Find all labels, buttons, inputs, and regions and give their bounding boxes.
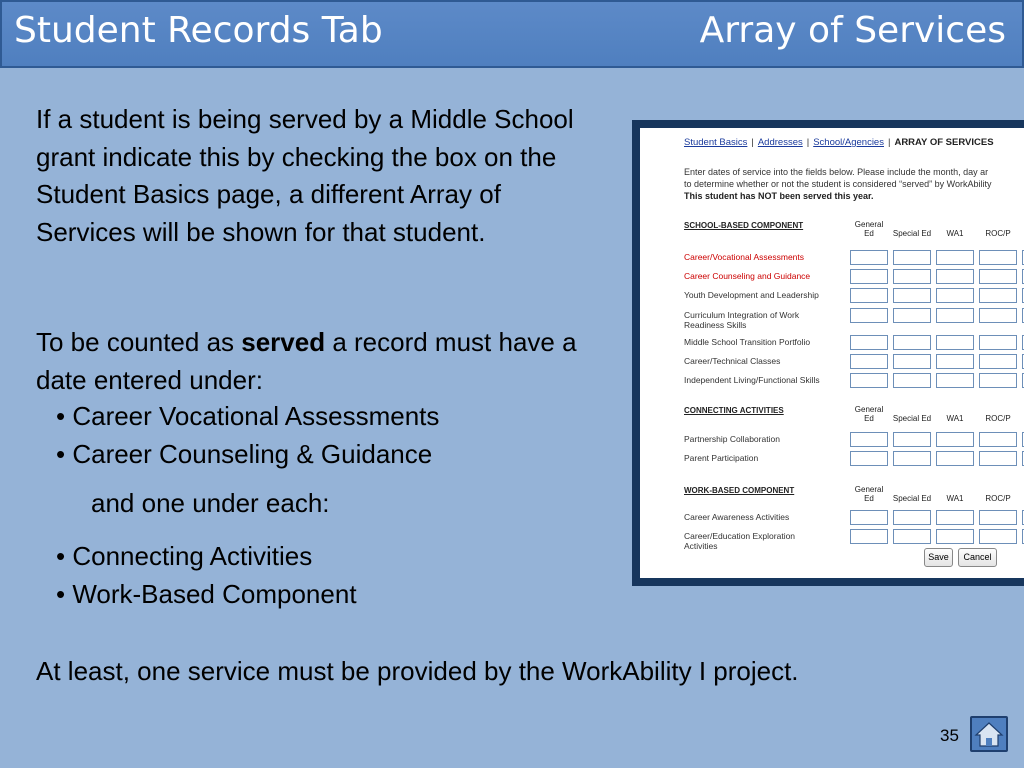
bullet-connecting-activities: • Connecting Activities <box>56 541 313 571</box>
date-input-wa1[interactable] <box>936 308 974 323</box>
date-input-general-ed[interactable] <box>850 335 888 350</box>
page-number: 35 <box>940 726 959 745</box>
column-header-general: General <box>854 485 884 494</box>
column-header-general-ed <box>848 220 890 238</box>
date-input-general-ed[interactable] <box>850 529 888 544</box>
date-input-special-ed[interactable] <box>893 451 931 466</box>
save-button[interactable]: Save <box>924 548 953 567</box>
date-input-wa1[interactable] <box>936 269 974 284</box>
instructions-line-2: to determine whether or not the student is considered “served” by WorkAbility <box>684 179 992 189</box>
date-input-roc-p[interactable] <box>979 269 1017 284</box>
date-input-wa1[interactable] <box>936 335 974 350</box>
date-input-wa1[interactable] <box>936 529 974 544</box>
slide-subtitle: Array of Services <box>699 10 1006 51</box>
date-input-roc-p[interactable] <box>979 354 1017 369</box>
section-title: SCHOOL-BASED COMPONENT <box>684 221 804 230</box>
date-input-special-ed[interactable] <box>893 288 931 303</box>
date-input-special-ed[interactable] <box>893 354 931 369</box>
date-input-wa1[interactable] <box>936 451 974 466</box>
date-input-roc-p[interactable] <box>979 288 1017 303</box>
cancel-button[interactable]: Cancel <box>958 548 997 567</box>
column-header-general-ed <box>848 405 890 423</box>
column-header: Special Ed <box>892 494 932 503</box>
column-header: ROC/P <box>985 229 1011 238</box>
service-row-label: Career Awareness Activities <box>684 512 790 522</box>
array-of-services-screenshot <box>632 120 1024 586</box>
column-header: WA1 <box>946 494 964 503</box>
date-input-special-ed[interactable] <box>893 269 931 284</box>
date-input-general-ed[interactable] <box>850 308 888 323</box>
screenshot-content <box>640 128 1024 578</box>
date-input-general-ed[interactable] <box>850 373 888 388</box>
column-header: WA1 <box>946 414 964 423</box>
column-header-ed: Ed <box>864 414 874 423</box>
date-input-wa1[interactable] <box>936 432 974 447</box>
date-input-special-ed[interactable] <box>893 373 931 388</box>
breadcrumb-addresses[interactable]: Addresses <box>757 137 803 148</box>
date-input-wa1[interactable] <box>936 373 974 388</box>
bullet-career-vocational: • Career Vocational Assessments <box>56 401 440 431</box>
date-input-wa1[interactable] <box>936 354 974 369</box>
slide-title: Student Records Tab <box>14 10 383 51</box>
date-input-wa1[interactable] <box>936 288 974 303</box>
breadcrumb-current: ARRAY OF SERVICES <box>894 137 994 148</box>
date-input-special-ed[interactable] <box>893 432 931 447</box>
section-title: WORK-BASED COMPONENT <box>684 486 795 495</box>
paragraph-served-criteria: To be counted as served a record must have a date entered under: <box>36 327 577 395</box>
column-header: Special Ed <box>892 414 932 423</box>
breadcrumb-separator: | <box>751 137 754 148</box>
column-header: Special Ed <box>892 229 932 238</box>
date-input-roc-p[interactable] <box>979 373 1017 388</box>
date-input-wa1[interactable] <box>936 250 974 265</box>
column-header-ed: Ed <box>864 229 874 238</box>
date-input-roc-p[interactable] <box>979 308 1017 323</box>
column-header-ed: Ed <box>864 494 874 503</box>
service-row-label: Career Counseling and Guidance <box>684 271 811 281</box>
paragraph-middle-school: If a student is being served by a Middle School grant indicate this by checking the box on the Student Basics page, a different Array of Services will be shown for that student. <box>36 104 574 247</box>
breadcrumb-separator: | <box>887 137 891 148</box>
date-input-special-ed[interactable] <box>893 510 931 525</box>
date-input-general-ed[interactable] <box>850 451 888 466</box>
section-title: CONNECTING ACTIVITIES <box>684 406 784 415</box>
breadcrumb-school-agencies[interactable]: School/Agencies <box>813 137 884 148</box>
column-header-general: General <box>854 220 884 229</box>
date-input-special-ed[interactable] <box>893 529 931 544</box>
instructions <box>684 166 991 202</box>
date-input-special-ed[interactable] <box>893 250 931 265</box>
bullet-work-based: • Work-Based Component <box>56 579 357 609</box>
and-one-under-each: and one under each: <box>91 488 330 518</box>
date-input-roc-p[interactable] <box>979 250 1017 265</box>
service-row-label: Career/Technical Classes <box>684 356 781 366</box>
breadcrumb <box>684 137 994 148</box>
date-input-roc-p[interactable] <box>979 432 1017 447</box>
breadcrumb-student-basics[interactable]: Student Basics <box>684 137 748 148</box>
service-row-label: Career/Vocational Assessments <box>684 252 805 262</box>
date-input-general-ed[interactable] <box>850 269 888 284</box>
service-row-label: Middle School Transition Portfolio <box>684 337 811 347</box>
date-input-general-ed[interactable] <box>850 432 888 447</box>
date-input-roc-p[interactable] <box>979 510 1017 525</box>
service-row-label: Independent Living/Functional Skills <box>684 375 820 385</box>
service-row-label: Curriculum Integration of Work Readiness Skills <box>684 310 800 330</box>
service-row-label: Career/Education Exploration Activities <box>684 531 796 551</box>
date-input-roc-p[interactable] <box>979 529 1017 544</box>
date-input-general-ed[interactable] <box>850 354 888 369</box>
date-input-roc-p[interactable] <box>979 335 1017 350</box>
date-input-roc-p[interactable] <box>979 451 1017 466</box>
date-input-general-ed[interactable] <box>850 250 888 265</box>
bullet-career-counseling: • Career Counseling & Guidance <box>56 439 433 469</box>
instructions-line-1: Enter dates of service into the fields below. Please include the month, day ar <box>684 167 989 177</box>
date-input-wa1[interactable] <box>936 510 974 525</box>
column-header: ROC/P <box>985 414 1011 423</box>
service-row-label: Partnership Collaboration <box>684 434 780 444</box>
home-button[interactable] <box>970 716 1008 752</box>
service-row-label: Parent Participation <box>684 453 759 463</box>
column-header-general-ed <box>848 485 890 503</box>
date-input-special-ed[interactable] <box>893 308 931 323</box>
served-status: This student has NOT been served this year. <box>684 191 874 201</box>
column-header: WA1 <box>946 229 964 238</box>
date-input-general-ed[interactable] <box>850 288 888 303</box>
column-header-general: General <box>854 405 884 414</box>
breadcrumb-separator: | <box>806 137 810 148</box>
paragraph-workability: At least, one service must be provided by the WorkAbility I project. <box>36 656 799 686</box>
service-row-label: Youth Development and Leadership <box>684 290 819 300</box>
date-input-general-ed[interactable] <box>850 510 888 525</box>
column-header: ROC/P <box>985 494 1011 503</box>
home-icon <box>972 718 1006 750</box>
date-input-special-ed[interactable] <box>893 335 931 350</box>
slide-header <box>0 0 1024 68</box>
